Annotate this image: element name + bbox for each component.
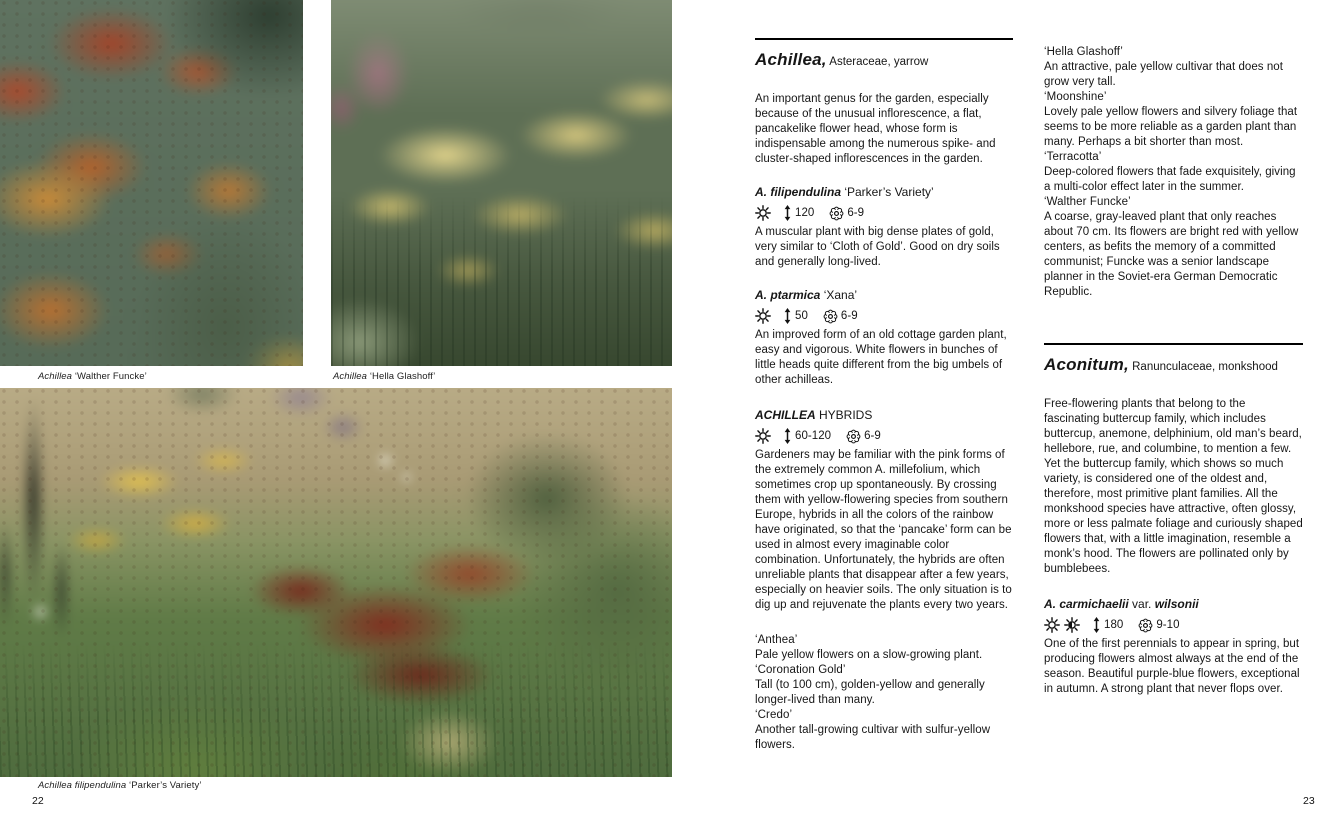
species-description: Gardeners may be familiar with the pink forms of the extremely common A. millefolium, which sometimes crop up spontaneously. By crossing them with yellow-flowering species from southern Europe, hybrids in all the colors of the rainbow have originated, so that the ‘pancake’ form can be used in almost every imaginable color combination. Unfortunately, the hybrids are often unreliable plants that disappear after a few years, especially on heavier soils. The only situation is to dig up and rejuvenate the plants every two years. — [755, 449, 1012, 611]
culture-icon-row — [1044, 617, 1303, 633]
zone-group — [1138, 618, 1179, 633]
species-cultivar: HYBRIDS — [815, 408, 873, 422]
cultivar-description: Lovely pale yellow flowers and silvery foliage that seems to be more reliable as a garden plant than many. Perhaps a bit shorter than most. — [1044, 106, 1298, 148]
sun-icon — [1044, 617, 1060, 633]
height-icon — [1092, 617, 1101, 633]
cultivar-description: Another tall-growing cultivar with sulfur-yellow flowers. — [755, 724, 991, 751]
photo-grass-texture — [0, 645, 672, 777]
cultivar-description: A coarse, gray-leaved plant that only reaches about 70 cm. Its flowers are bright red with yellow centers, as befits the memory of a committed communist; Funcke was a senior landscape planner in the Soviet-era German Democratic Republic. — [1044, 211, 1299, 298]
cultivar-name: ‘Moonshine’ — [1044, 91, 1107, 103]
cultivar-list — [755, 633, 1013, 753]
caption-genus: Achillea — [38, 371, 73, 382]
height-value: 180 — [1104, 619, 1124, 631]
photo-texture — [0, 0, 303, 366]
species-entry — [1044, 597, 1303, 697]
sun-icon — [755, 428, 771, 444]
cultivar-name: ‘Credo’ — [755, 709, 793, 721]
photo-achillea-hella-glashoff — [331, 0, 672, 366]
zone-group — [829, 206, 864, 221]
genus-family: Asteraceae, yarrow — [826, 56, 929, 68]
photo-stems-texture — [331, 198, 672, 366]
photo-achillea-walther-funcke — [0, 0, 303, 366]
height-group — [783, 205, 814, 221]
light-group — [755, 205, 771, 221]
height-group — [1092, 617, 1123, 633]
cultivar-description: Tall (to 100 cm), golden-yellow and generally longer-lived than many. — [755, 679, 985, 706]
zone-group — [846, 429, 881, 444]
species-cultivar: ‘Parker’s Variety’ — [841, 185, 934, 199]
cultivar-item — [1044, 45, 1303, 90]
cultivar-name: ‘Walther Funcke’ — [1044, 196, 1131, 208]
zone-value: 6-9 — [847, 207, 865, 219]
zone-value: 9-10 — [1156, 619, 1180, 631]
partial-shade-sun-icon — [1064, 617, 1080, 633]
culture-icon-row — [755, 428, 1013, 444]
species-latin: A. ptarmica — [755, 288, 821, 302]
height-icon — [783, 205, 792, 221]
sun-icon — [755, 205, 771, 221]
cultivar-name: ‘Terracotta’ — [1044, 151, 1102, 163]
photo-achillea-parkers-variety — [0, 388, 672, 777]
text-column-achillea — [755, 38, 1013, 753]
zone-group — [823, 309, 858, 324]
zone-value: 6-9 — [840, 310, 858, 322]
caption-genus: Achillea filipendulina — [38, 780, 127, 791]
page-number-left: 22 — [32, 795, 44, 807]
species-description: An improved form of an old cottage garden plant, easy and vigorous. White flowers in bunches of little heads quite different from the big umbels of other achilleas. — [755, 329, 1007, 386]
genus-intro: Free-flowering plants that belong to the fascinating buttercup family, which includes buttercup, anemone, delphinium, old man’s beard, hellebore, rue, and columbine, to mention a few. Yet the buttercup family, which shows so much variety, is considered one of the oldest and, therefore, most primitive plant families. All the monkshood species have attractive, often glossy, more or less palmate foliage and curiously shaped flowers that, with a little imagination, resemble a monk’s hood. The flowers are pollinated only by bumblebees. — [1044, 398, 1303, 575]
height-value: 60-120 — [795, 430, 832, 442]
photo-caption — [38, 371, 147, 382]
caption-cultivar: ‘Parker’s Variety’ — [126, 780, 202, 791]
section-rule — [755, 38, 1013, 40]
species-name — [755, 288, 1013, 303]
height-value: 120 — [795, 207, 815, 219]
species-entry — [755, 185, 1013, 270]
cultivar-item — [1044, 195, 1303, 300]
genus-intro: An important genus for the garden, especially because of the unusual inflorescence, a flat, pancakelike flower head, whose form is indispensable among the numerous spike- and cluster-shaped inflorescences in the garden. — [755, 93, 996, 165]
cultivar-name: ‘Anthea’ — [755, 634, 798, 646]
zone-value: 6-9 — [864, 430, 881, 442]
light-group — [755, 428, 771, 444]
genus-name: Achillea, — [755, 50, 827, 69]
section-rule — [1044, 343, 1303, 345]
species-name — [755, 408, 1013, 423]
zone-icon — [823, 309, 838, 324]
caption-cultivar: ‘Walther Funcke’ — [72, 371, 147, 382]
page-number-right: 23 — [1303, 795, 1315, 807]
cultivar-description: Deep-colored flowers that fade exquisitely, giving a multi-color effect later in the summer. — [1044, 166, 1296, 193]
cultivar-item — [1044, 90, 1303, 150]
height-value: 50 — [795, 310, 808, 322]
caption-cultivar: ‘Hella Glashoff’ — [367, 371, 436, 382]
cultivar-name: ‘Hella Glashoff’ — [1044, 46, 1123, 58]
culture-icon-row — [755, 308, 1013, 324]
text-column-aconitum — [1044, 45, 1303, 697]
zone-icon — [846, 429, 861, 444]
genus-name: Aconitum, — [1044, 355, 1129, 374]
cultivar-item — [755, 663, 1013, 708]
culture-icon-row — [755, 205, 1013, 221]
species-description: One of the first perennials to appear in spring, but producing flowers almost always at the end of the season. Beautiful purple-blue flowers, exceptional in autumn. A strong plant that never flops over. — [1044, 638, 1300, 695]
light-group — [1044, 617, 1080, 633]
cultivar-list-continued — [1044, 45, 1303, 300]
photo-caption — [38, 780, 202, 791]
sun-icon — [755, 308, 771, 324]
cultivar-description: Pale yellow flowers on a slow-growing plant. — [755, 649, 983, 661]
species-latin: A. carmichaelii — [1044, 597, 1129, 611]
zone-icon — [829, 206, 844, 221]
species-entry — [755, 288, 1013, 388]
species-entry — [755, 408, 1013, 613]
cultivar-name: ‘Coronation Gold’ — [755, 664, 846, 676]
species-latin: A. filipendulina — [755, 185, 841, 199]
species-name — [755, 185, 1013, 200]
height-group — [783, 308, 808, 324]
zone-icon — [1138, 618, 1153, 633]
species-latin: ACHILLEA — [755, 408, 816, 422]
genus-family: Ranunculaceae, monkshood — [1128, 361, 1278, 373]
light-group — [755, 308, 771, 324]
photo-caption — [333, 371, 435, 382]
cultivar-description: An attractive, pale yellow cultivar that does not grow very tall. — [1044, 61, 1283, 88]
genus-heading-achillea — [755, 50, 1013, 72]
cultivar-item — [755, 708, 1013, 753]
species-description: A muscular plant with big dense plates of gold, very similar to ‘Cloth of Gold’. Good on dry soils and generally long-lived. — [755, 226, 1000, 268]
species-variety: wilsonii — [1154, 597, 1199, 611]
species-rank: var. — [1128, 597, 1155, 611]
height-group — [783, 428, 831, 444]
species-name — [1044, 597, 1303, 612]
species-cultivar: ‘Xana’ — [820, 288, 858, 302]
cultivar-item — [1044, 150, 1303, 195]
caption-genus: Achillea — [333, 371, 368, 382]
height-icon — [783, 428, 792, 444]
height-icon — [783, 308, 792, 324]
cultivar-item — [755, 633, 1013, 663]
genus-heading-aconitum — [1044, 355, 1303, 377]
